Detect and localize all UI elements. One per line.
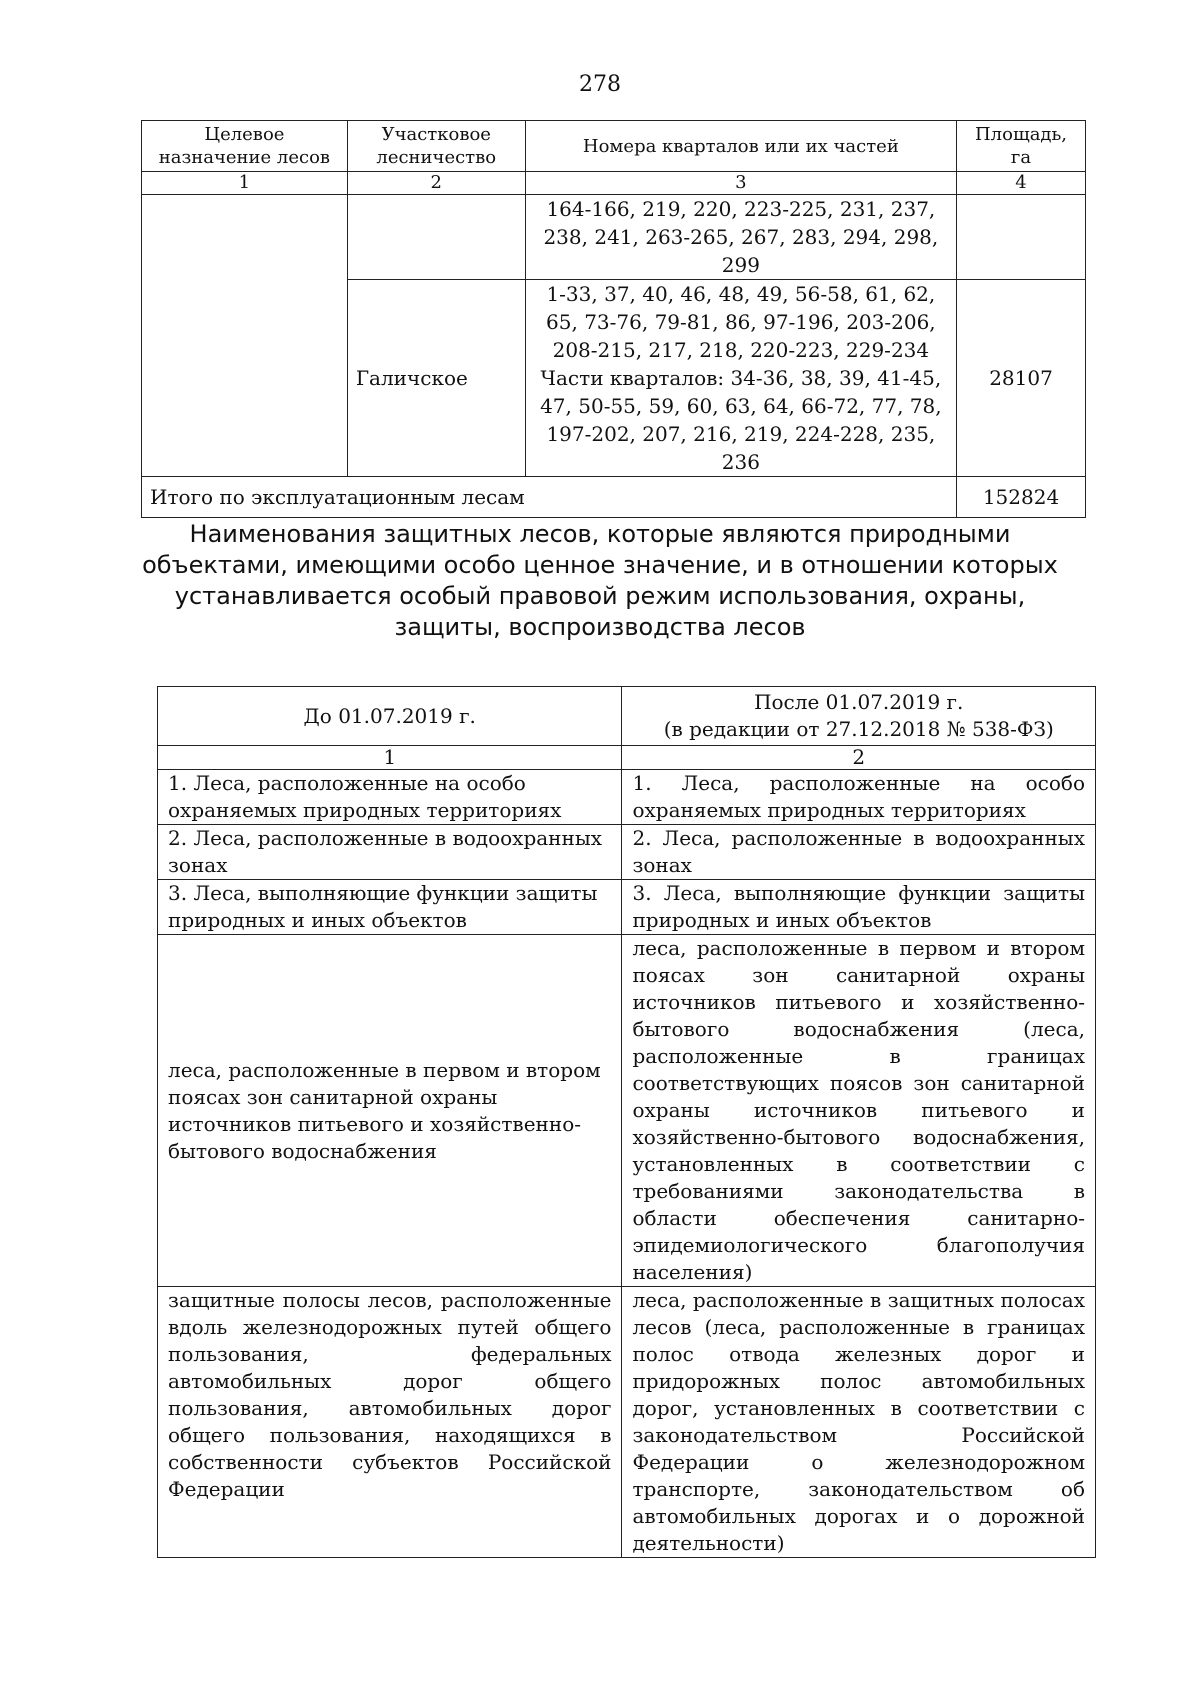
header-purpose: Целевое назначение лесов — [142, 121, 348, 172]
forestry-cell: Галичское — [347, 280, 525, 477]
header-forestry: Участковое лесничество — [347, 121, 525, 172]
before-cell: 1. Леса, расположенные на особо охраняемых природных территориях — [158, 770, 622, 825]
table-row — [142, 195, 1086, 280]
after-cell: леса, расположенные в защитных полосах лесов (леса, расположенные в границах полос отвода железных дорог и придорожных полос автомобильных дорог, установленных в соответствии с законодательством Российской Федерации о железнодорожном транспорте, законодательством об автомобильных дорогах и о дорожной деятельности) — [622, 1287, 1096, 1558]
total-value: 152824 — [957, 477, 1086, 518]
table-header-row — [158, 687, 1096, 746]
table-row — [158, 935, 1096, 1287]
column-number: 3 — [525, 172, 956, 195]
header-area: Площадь, га — [957, 121, 1086, 172]
table-row — [158, 1287, 1096, 1558]
forest-quarters-table — [141, 120, 1086, 518]
protective-forests-table — [157, 686, 1096, 1558]
column-number: 1 — [158, 746, 622, 770]
quarters-cell: 164-166, 219, 220, 223-225, 231, 237, 238, 241, 263-265, 267, 283, 294, 298, 299 — [525, 195, 956, 280]
header-after-line1: После 01.07.2019 г. — [754, 690, 964, 714]
header-before: До 01.07.2019 г. — [158, 687, 622, 746]
column-number-row — [142, 172, 1086, 195]
after-cell: 3. Леса, выполняющие функции защиты природных и иных объектов — [622, 880, 1096, 935]
column-number: 4 — [957, 172, 1086, 195]
column-number-row — [158, 746, 1096, 770]
forestry-cell-empty — [347, 195, 525, 280]
before-cell: 2. Леса, расположенные в водоохранных зонах — [158, 825, 622, 880]
after-cell: 1. Леса, расположенные на особо охраняемых природных территориях — [622, 770, 1096, 825]
before-cell: 3. Леса, выполняющие функции защиты природных и иных объектов — [158, 880, 622, 935]
before-cell: защитные полосы лесов, расположенные вдоль железнодорожных путей общего пользования, федеральных автомобильных дорог общего пользования, автомобильных дорог общего пользования, находящихся в собственности субъектов Российской Федерации — [158, 1287, 622, 1558]
header-quarters: Номера кварталов или их частей — [525, 121, 956, 172]
column-number: 2 — [622, 746, 1096, 770]
area-cell-empty — [957, 195, 1086, 280]
area-cell: 28107 — [957, 280, 1086, 477]
purpose-cell-empty — [142, 195, 348, 477]
table-header-row — [142, 121, 1086, 172]
section-heading: Наименования защитных лесов, которые являются природными объектами, имеющими особо ценное значение, и в отношении которых устанавливается особый правовой режим использования, охраны, защиты, воспроизводства лесов — [142, 520, 1058, 641]
column-number: 2 — [347, 172, 525, 195]
page-number: 278 — [579, 72, 621, 97]
header-after-line2: (в редакции от 27.12.2018 № 538-ФЗ) — [663, 717, 1054, 741]
after-cell: 2. Леса, расположенные в водоохранных зонах — [622, 825, 1096, 880]
after-cell: леса, расположенные в первом и втором поясах зон санитарной охраны источников питьевого и хозяйственно-бытового водоснабжения (леса, расположенные в границах соответствующих поясов зон санитарной охраны источников питьевого и хозяйственно-бытового водоснабжения, установленных в соответствии с требованиями законодательства в области обеспечения санитарно-эпидемиологического благополучия населения) — [622, 935, 1096, 1287]
total-row — [142, 477, 1086, 518]
table-row — [158, 880, 1096, 935]
header-after — [622, 687, 1096, 746]
quarters-cell: 1-33, 37, 40, 46, 48, 49, 56-58, 61, 62, 65, 73-76, 79-81, 86, 97-196, 203-206, 208-215, 217, 218, 220-223, 229-234 Части кварталов: 34-36, 38, 39, 41-45, 47, 50-55, 59, 60, 63, 64, 66-72, 77, 78, 197-202, 207, 216, 219, 224-228, 235, 236 — [525, 280, 956, 477]
column-number: 1 — [142, 172, 348, 195]
total-label: Итого по эксплуатационным лесам — [142, 477, 957, 518]
before-cell: леса, расположенные в первом и втором поясах зон санитарной охраны источников питьевого и хозяйственно-бытового водоснабжения — [158, 935, 622, 1287]
table-row — [158, 825, 1096, 880]
table-row — [158, 770, 1096, 825]
